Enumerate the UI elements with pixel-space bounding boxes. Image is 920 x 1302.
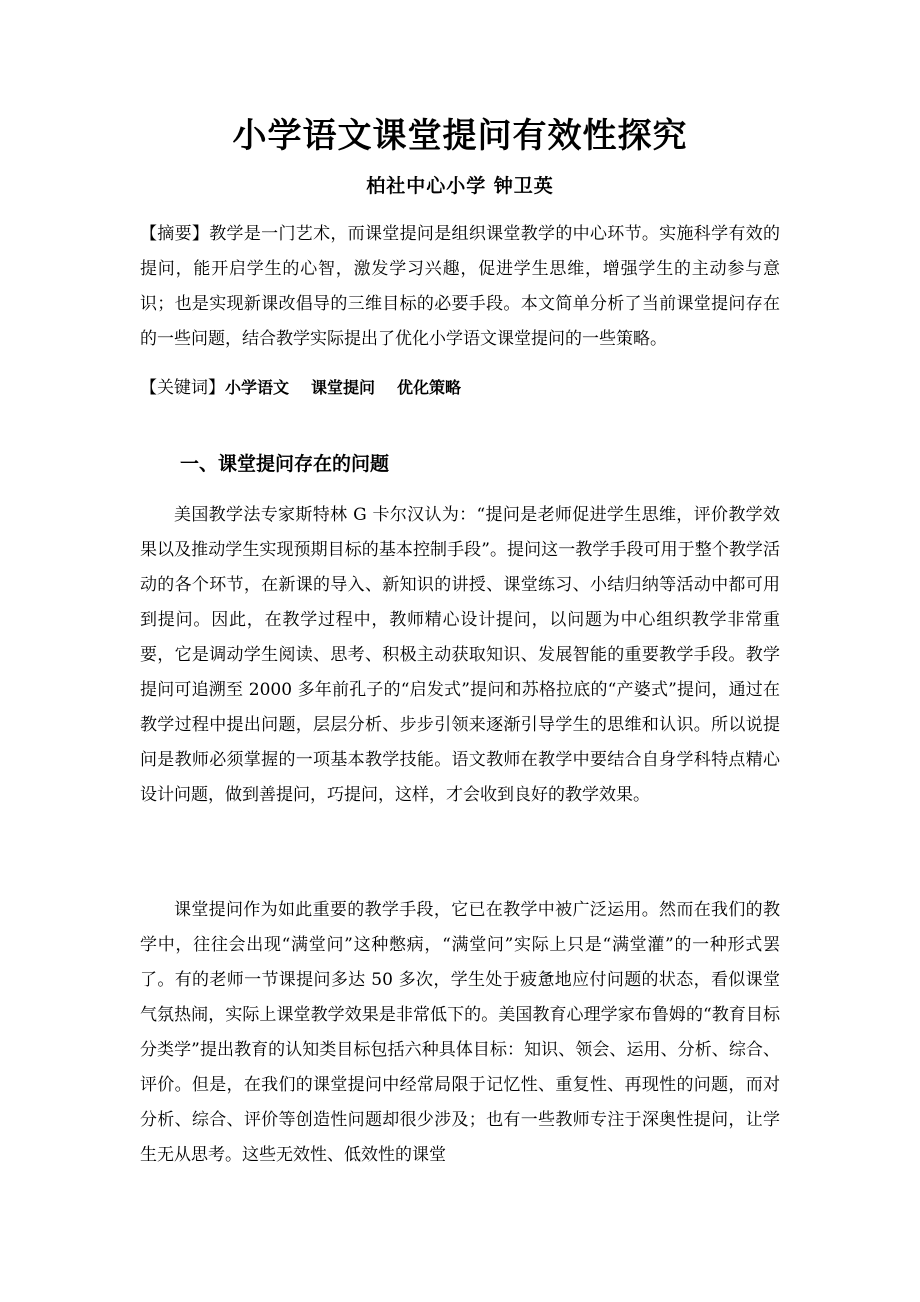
body-paragraph: 课堂提问作为如此重要的教学手段，它已在教学中被广泛运用。然而在我们的教学中，往往会出现“满堂问”这种憋病，“满堂问”实际上只是“满堂灌”的一种形式罢了。有的老师一节课提问多达 50 多次，学生处于疲惫地应付问题的状态，看似课堂气氛热闹，实际上课堂教学效果是非常低下的。美国教育心理学家布鲁姆的“教育目标分类学”提出教育的认知类目标包括六种具体目标：知识、领会、运用、分析、综合、评价。但是，在我们的课堂提问中经常局限于记忆性、重复性、再现性的问题，而对分析、综合、评价等创造性问题却很少涉及；也有一些教师专注于深奥性提问，让学生无从思考。这些无效性、低效性的课堂 [140, 900, 780, 1165]
keywords-label: 【关键词】 [140, 378, 225, 398]
keywords-line [140, 370, 780, 406]
body-paragraph: 美国教学法专家斯特林 G 卡尔汉认为：“提问是老师促进学生思维，评价教学效果以及推动学生实现预期目标的基本控制手段”。提问这一教学手段可用于整个教学活动的各个环节，在新课的导入、新知识的讲授、课堂练习、小结归纳等活动中都可用到提问。因此，在教学过程中，教师精心设计提问，以问题为中心组织教学非常重要，它是调动学生阅读、思考、积极主动获取知识、发展智能的重要教学手段。教学提问可追溯至 2000 多年前孔子的“启发式”提问和苏格拉底的“产婆式”提问，通过在教学过程中提出问题，层层分析、步步引领来逐渐引导学生的思维和认识。所以说提问是教师必须掌握的一项基本教学技能。语文教师在教学中要结合自身学科特点精心设计问题，做到善提问，巧提问，这样，才会收到良好的教学效果。 [140, 505, 780, 805]
document-title: 小学语文课堂提问有效性探究 [232, 116, 688, 156]
abstract-paragraph [140, 217, 780, 357]
abstract-text: 教学是一门艺术，而课堂提问是组织课堂教学的中心环节。实施科学有效的提问，能开启学生的心智，激发学习兴趣，促进学生思维，增强学生的主动参与意识；也是实现新课改倡导的三维目标的必要手段。本文简单分析了当前课堂提问存在的一些问题，结合教学实际提出了优化小学语文课堂提问的一些策略。 [140, 224, 781, 349]
keyword-item: 优化策略 [397, 378, 462, 397]
abstract-label: 【摘要】 [140, 224, 210, 244]
keyword-item: 小学语文 [225, 378, 290, 397]
section-heading: 一、课堂提问存在的问题 [180, 453, 390, 475]
keyword-item: 课堂提问 [311, 378, 376, 397]
author-line: 柏社中心小学 钟卫英 [366, 175, 554, 197]
